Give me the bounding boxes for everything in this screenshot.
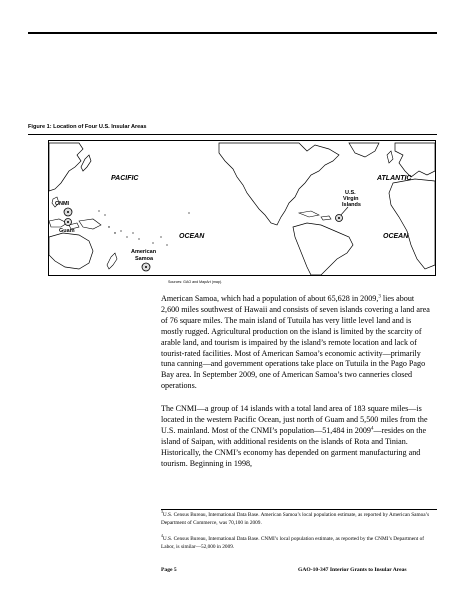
marker-cnmi-dot — [67, 211, 69, 213]
landmass-uk — [387, 151, 393, 163]
footnote-4-number: 4 — [161, 534, 163, 539]
report-id: GAO-10-347 Interior Grants to Insular Areas — [298, 567, 407, 573]
landmass-cuba — [299, 211, 319, 217]
label-ocean-pacific: OCEAN — [179, 233, 205, 240]
paragraph-cnmi-text-b: —resides on the island of Saipan, with additional residents on the islands of Rota and Tinian. Historically, the CNMI’s economy has depended on garment manufacturing and tourism. Beginning in 1998, — [161, 425, 427, 468]
footnote-ref-4[interactable]: 4 — [370, 426, 374, 432]
landmass-europe — [395, 143, 435, 177]
label-usvi-line2: Virgin — [343, 196, 359, 202]
label-pacific: PACIFIC — [111, 175, 139, 182]
marker-usvi-dot — [338, 217, 340, 219]
marker-guam-dot — [67, 221, 69, 223]
label-guam: Guam — [59, 228, 75, 234]
footnote-3-number: 3 — [161, 510, 163, 515]
label-usvi-line3: Islands — [342, 202, 361, 208]
label-american-samoa-line1: American — [131, 249, 157, 255]
footnote-4-text: U.S. Census Bureau, International Data Base. CNMI’s local population estimate, as reported by the CNMI’s Department of Labor, is similar—52,000 in 2009. — [161, 536, 425, 550]
pacific-islands — [98, 210, 189, 245]
landmass-north-america — [219, 143, 339, 225]
world-map-graphic — [49, 141, 435, 275]
landmass-hispaniola — [321, 216, 331, 220]
page-number: Page 5 — [161, 567, 177, 573]
label-american-samoa-line2: Samoa — [135, 256, 154, 262]
marker-american-samoa-dot — [145, 266, 147, 268]
figure-title: Figure 1: Location of Four U.S. Insular Areas — [28, 124, 147, 130]
footnote-ref-3[interactable]: 3 — [378, 294, 381, 300]
landmass-asia-west — [49, 143, 83, 191]
paragraph-american-samoa-text-b: lies about 2,600 miles southwest of Hawaii and consists of seven islands covering a land area of 76 square miles. The main island of Tutuila has very little level land and is mostly rugged. Agricultural production on the island is limited by the scarcity of arable land, and tourism is impaired by the island’s remote location and lack of tourist-rated facilities. Most of American Samoa’s economic activity—primarily tuna canning—and government operations take place on Tutuila in the Pago Pago Bay area. In September 2009, one of American Samoa’s two canneries closed operations. — [161, 294, 430, 391]
paragraph-american-samoa — [161, 294, 431, 392]
landmass-greenland — [349, 143, 379, 157]
paragraph-american-samoa-text-a: American Samoa, which had a population of about 65,628 in 2009, — [161, 294, 379, 303]
world-map — [48, 140, 436, 276]
footnote-3 — [161, 512, 431, 527]
label-usvi-line1: U.S. — [345, 190, 356, 196]
paragraph-cnmi — [161, 404, 431, 469]
label-atlantic: ATLANTIC — [377, 175, 412, 182]
figure-title-rule — [28, 134, 437, 135]
footnote-4 — [161, 536, 431, 551]
landmass-south-america — [293, 223, 353, 275]
landmass-australia — [49, 233, 93, 269]
footnote-3-text: U.S. Census Bureau, International Data Base. American Samoa’s local population estimate, as reported by American Samoa’s Department of Commerce, was 70,100 in 2009. — [161, 512, 430, 526]
label-ocean-atlantic: OCEAN — [383, 233, 409, 240]
figure-source: Sources: GAO and MapArt (map). — [168, 280, 223, 284]
top-rule — [28, 32, 437, 34]
landmass-africa — [389, 179, 435, 269]
landmass-japan — [81, 155, 91, 171]
paragraph-cnmi-text-a: The CNMI—a group of 14 islands with a total land area of 183 square miles—is located in the western Pacific Ocean, just north of Guam and 5,500 miles from the U.S. mainland. Most of the CNMI’s population—51,484 in 2009 — [161, 404, 428, 435]
landmass-new-guinea — [79, 219, 101, 229]
landmass-new-zealand — [107, 253, 117, 269]
footnote-rule — [161, 509, 437, 510]
leader-line-usvi — [340, 207, 348, 216]
label-cnmi: CNMI — [55, 201, 70, 207]
